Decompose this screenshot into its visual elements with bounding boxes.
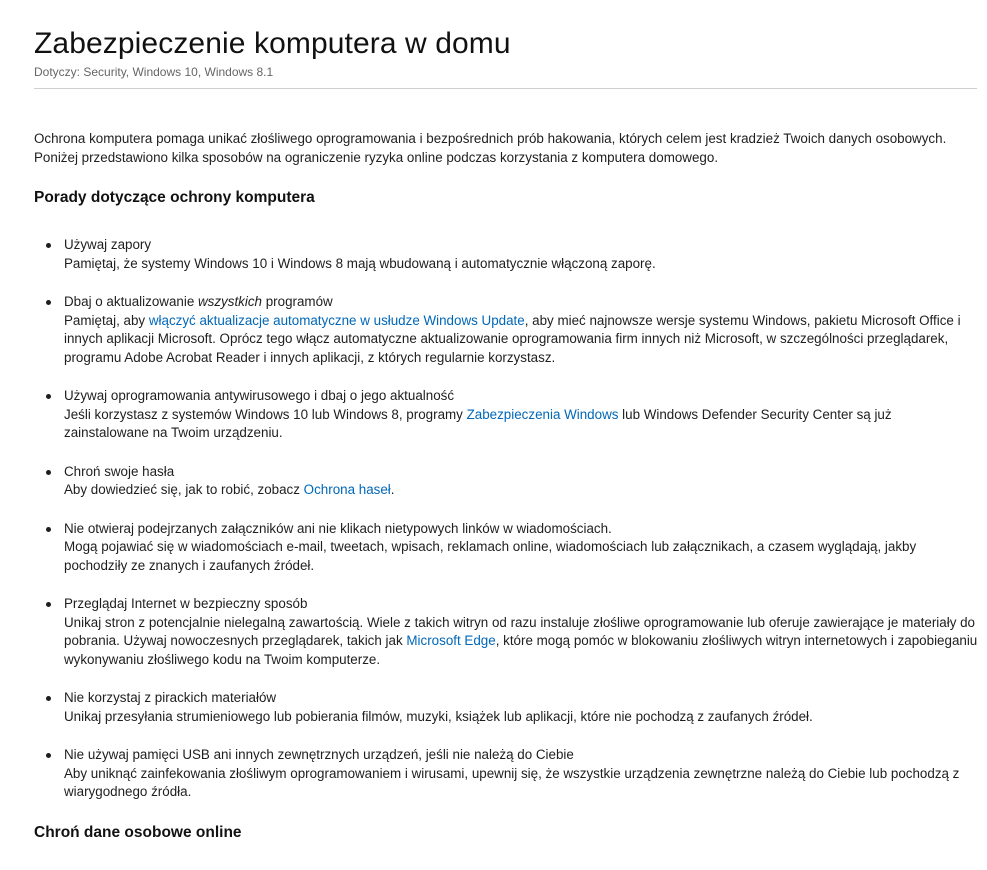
- tip-body-text: , które mogą pomóc w blokowaniu złośliwych witryn internetowych i zapobieganiu wykonywaniu złośliwego kodu na Twoim komputerze.: [64, 633, 978, 667]
- tip-title-text: Dbaj o aktualizowanie: [64, 294, 198, 309]
- divider: [34, 88, 977, 89]
- list-item: [34, 236, 978, 273]
- tip-body: Pamiętaj, że systemy Windows 10 i Windows 8 mają wbudowaną i automatycznie włączoną zaporę.: [64, 255, 656, 271]
- tip-body-text: Jeśli korzystasz z systemów Windows 10 lub Windows 8, programy: [64, 406, 467, 422]
- tip-title: Nie używaj pamięci USB ani innych zewnętrznych urządzeń, jeśli nie należą do Ciebie: [64, 747, 574, 762]
- intro-paragraph: Ochrona komputera pomaga unikać złośliwego oprogramowania i bezpośrednich prób hakowania, których celem jest kradzież Twoich danych osobowych. Poniżej przedstawiono kilka sposobów na ograniczenie ryzyka online podczas korzystania z komputera domowego.: [34, 131, 947, 165]
- password-protection-link[interactable]: Ochrona haseł: [303, 482, 391, 497]
- windows-security-link[interactable]: Zabezpieczenia Windows: [466, 406, 619, 422]
- tip-title-emphasis: wszystkich: [198, 294, 262, 309]
- bullet-icon: [46, 300, 51, 305]
- tip-title: Używaj zapory: [64, 237, 152, 252]
- tip-title: [64, 293, 978, 312]
- tip-body-text: , aby mieć najnowsze wersje systemu Windows, pakietu Microsoft Office i innych aplikacji Microsoft. Oprócz tego włącz automatyczne aktualizowanie oprogramowania firm innych niż Microsoft, w szczególności przeglądarek, programu Adobe Acrobat Reader i innych aplikacji, z których regularnie korzystasz.: [64, 312, 961, 365]
- article: [34, 0, 978, 844]
- tip-body: [64, 406, 978, 443]
- tip-title: Przeglądaj Internet w bezpieczny sposób: [64, 596, 308, 611]
- list-item: [34, 746, 978, 802]
- tip-body-text: .: [390, 482, 395, 497]
- section-heading-pc-protection: Porady dotyczące ochrony komputera: [34, 189, 315, 206]
- tip-title: Chroń swoje hasła: [64, 463, 175, 479]
- list-item: [34, 463, 978, 500]
- tip-body-text: Aby dowiedzieć się, jak to robić, zobacz: [64, 482, 304, 497]
- applies-to: Dotyczy: Security, Windows 10, Windows 8.1: [34, 65, 274, 79]
- tip-title-text: programów: [262, 294, 333, 309]
- page-title: Zabezpieczenie komputera w domu: [34, 27, 511, 60]
- tip-body: [64, 312, 978, 368]
- tip-body: Aby uniknąć zainfekowania złośliwym oprogramowaniem i wirusami, upewnij się, że wszystkie urządzenia zewnętrzne należą do Ciebie lub pochodzą z wiarygodnego źródła.: [64, 765, 960, 799]
- tip-body: Unikaj przesyłania strumieniowego lub pobierania filmów, muzyki, książek lub aplikacji, które nie pochodzą z zaufanych źródeł.: [64, 708, 813, 724]
- windows-update-link[interactable]: włączyć aktualizacje automatyczne w usłudze Windows Update: [148, 312, 525, 328]
- bullet-icon: [46, 527, 51, 532]
- list-item: [34, 293, 978, 367]
- tip-body-text: Unikaj stron z potencjalnie nielegalną zawartością. Wiele z takich witryn od razu instaluje złośliwe oprogramowanie lub oferuje zawierające je materiały do pobrania. Używaj nowoczesnych przeglądarek, takich jak: [64, 614, 976, 648]
- tip-body: [64, 481, 978, 500]
- bullet-icon: [46, 602, 51, 607]
- list-item: [34, 520, 978, 576]
- tip-title: Nie otwieraj podejrzanych załączników ani nie klikach nietypowych linków w wiadomościach.: [64, 520, 612, 536]
- tip-body: [64, 614, 978, 670]
- section-heading-personal-data: Chroń dane osobowe online: [34, 823, 242, 841]
- list-item: [34, 689, 978, 726]
- bullet-icon: [46, 753, 51, 758]
- tip-body-text: Pamiętaj, aby: [64, 312, 149, 328]
- microsoft-edge-link[interactable]: Microsoft Edge: [406, 633, 496, 648]
- tip-body: Mogą pojawiać się w wiadomościach e-mail, tweetach, wpisach, reklamach online, wiadomościach lub załącznikach, a czasem wyglądają, jakby pochodziły ze znanych i zaufanych źródeł.: [64, 539, 917, 573]
- bullet-icon: [46, 243, 51, 248]
- bullet-icon: [46, 394, 51, 399]
- tips-list: [34, 236, 978, 802]
- list-item: [34, 387, 978, 443]
- bullet-icon: [46, 696, 51, 701]
- list-item: [34, 595, 978, 669]
- bullet-icon: [46, 470, 51, 475]
- tip-title: Używaj oprogramowania antywirusowego i dbaj o jego aktualność: [64, 388, 455, 403]
- tip-body-text: lub Windows Defender Security Center są już zainstalowane na Twoim urządzeniu.: [64, 406, 892, 440]
- tip-title: Nie korzystaj z pirackich materiałów: [64, 690, 277, 705]
